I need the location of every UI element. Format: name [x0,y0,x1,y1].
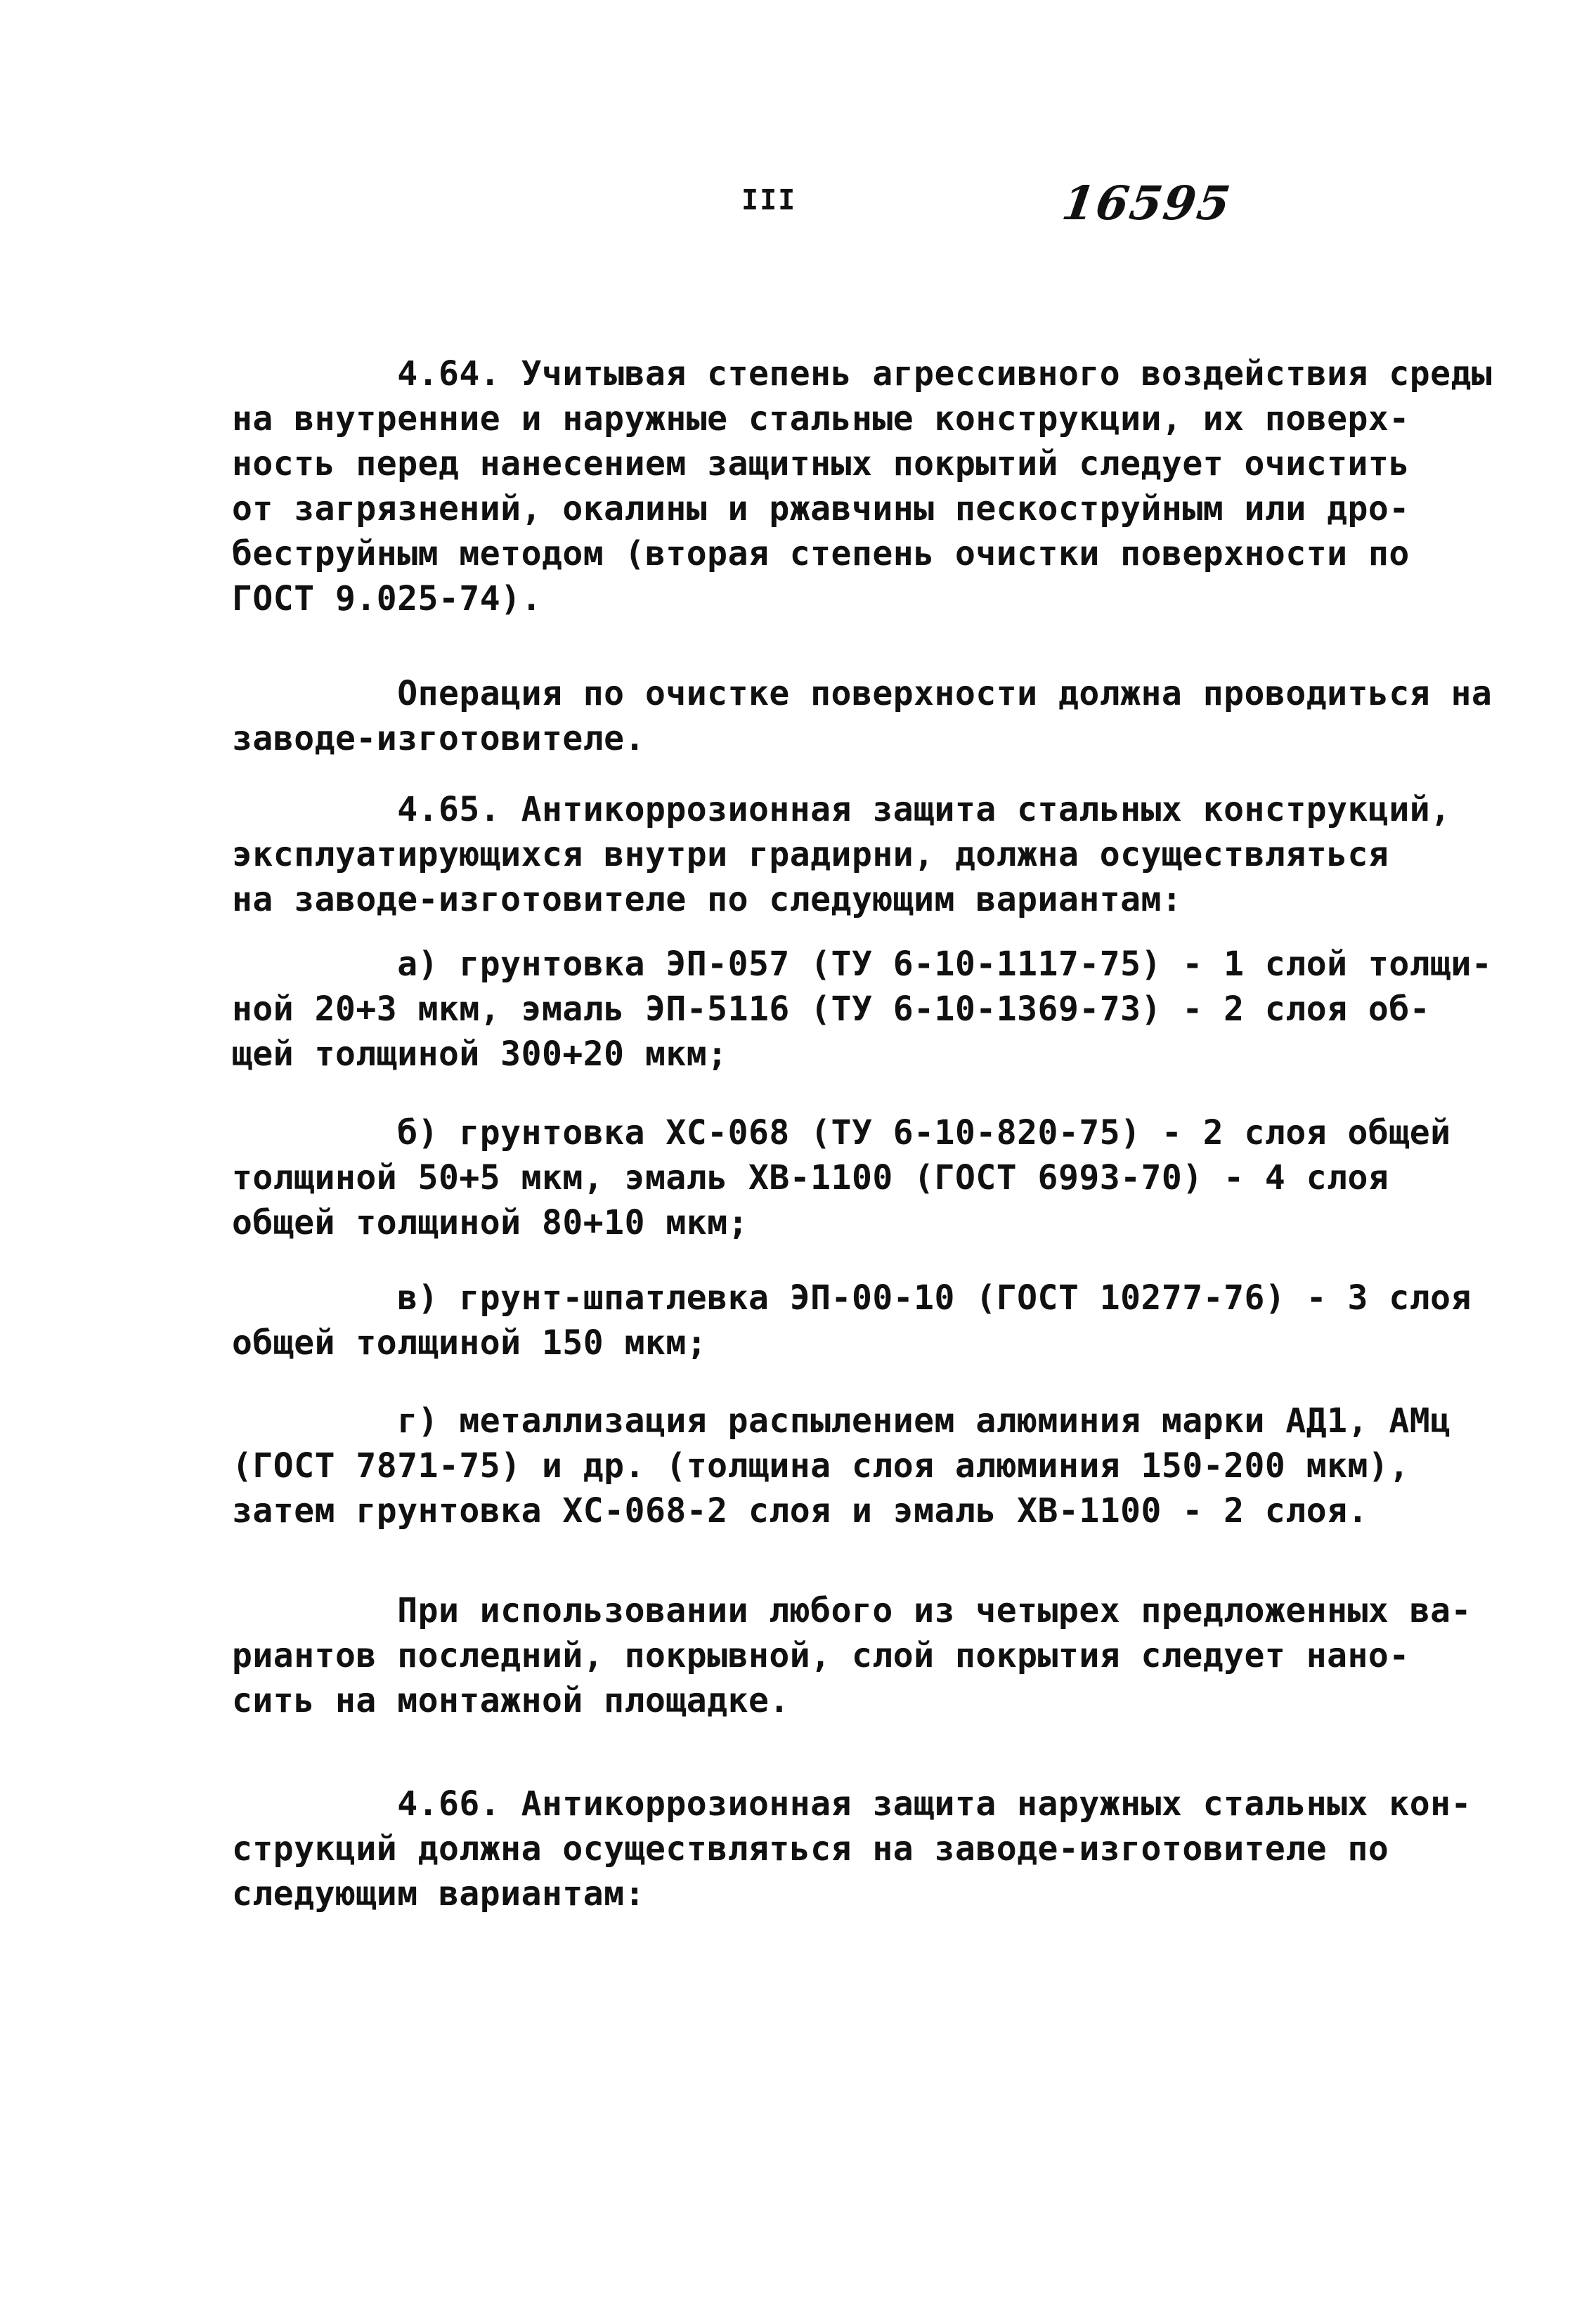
text-line: заводе-изготовителе. [232,719,645,758]
text-line: г) металлизация распылением алюминия марки АД1, АМц [232,1401,1451,1441]
paragraph-note [232,1588,1472,1723]
handwritten-number: 16595 [1058,176,1235,231]
text-line: риантов последний, покрывной, слой покрытия следует нано- [232,1636,1410,1675]
text-line: от загрязнений, окалины и ржавчины пескоструйным или дро- [232,489,1410,528]
text-line: общей толщиной 150 мкм; [232,1323,708,1363]
text-line: эксплуатирующихся внутри градирни, должна осуществляться [232,835,1389,874]
text-line: в) грунт-шпатлевка ЭП-00-10 (ГОСТ 10277-76) - 3 слоя [232,1278,1472,1318]
text-line: 4.66. Антикоррозионная защита наружных стальных кон- [232,1784,1472,1824]
text-line: струкций должна осуществляться на заводе-изготовителе по [232,1829,1389,1869]
text-line: 4.65. Антикоррозионная защита стальных конструкций, [232,790,1451,829]
paragraph-4-65 [232,787,1451,922]
text-line: ность перед нанесением защитных покрытий следует очистить [232,444,1410,483]
text-line: (ГОСТ 7871-75) и др. (толщина слоя алюминия 150-200 мкм), [232,1446,1410,1486]
text-line: б) грунтовка ХС-068 (ТУ 6-10-820-75) - 2 слоя общей [232,1113,1451,1153]
page-number: III [741,184,797,216]
text-line: Операция по очистке поверхности должна проводиться на [232,674,1493,713]
text-line: следующим вариантам: [232,1874,645,1914]
paragraph-variant-g [232,1398,1451,1533]
text-line: сить на монтажной площадке. [232,1681,790,1720]
text-line: общей толщиной 80+10 мкм; [232,1203,748,1242]
paragraph-4-66 [232,1781,1472,1916]
text-line: беструйным методом (вторая степень очистки поверхности по [232,534,1410,573]
text-line: а) грунтовка ЭП-057 (ТУ 6-10-1117-75) - 1 слой толщи- [232,944,1493,984]
text-line: щей толщиной 300+20 мкм; [232,1034,728,1074]
paragraph-4-64 [232,351,1493,621]
paragraph-variant-b [232,1110,1451,1245]
paragraph-variant-a [232,942,1493,1077]
paragraph-operation [232,671,1493,761]
paragraph-variant-v [232,1275,1472,1365]
text-line: При использовании любого из четырех предложенных ва- [232,1591,1472,1630]
text-line: на внутренние и наружные стальные конструкции, их поверх- [232,399,1410,439]
text-line: ГОСТ 9.025-74). [232,579,542,618]
text-line: 4.64. Учитывая степень агрессивного воздействия среды [232,354,1493,394]
text-line: на заводе-изготовителе по следующим вариантам: [232,880,1183,919]
text-line: ной 20+3 мкм, эмаль ЭП-5116 (ТУ 6-10-1369-73) - 2 слоя об- [232,989,1431,1029]
text-line: затем грунтовка ХС-068-2 слоя и эмаль ХВ-1100 - 2 слоя. [232,1491,1368,1531]
text-line: толщиной 50+5 мкм, эмаль ХВ-1100 (ГОСТ 6993-70) - 4 слоя [232,1158,1389,1197]
